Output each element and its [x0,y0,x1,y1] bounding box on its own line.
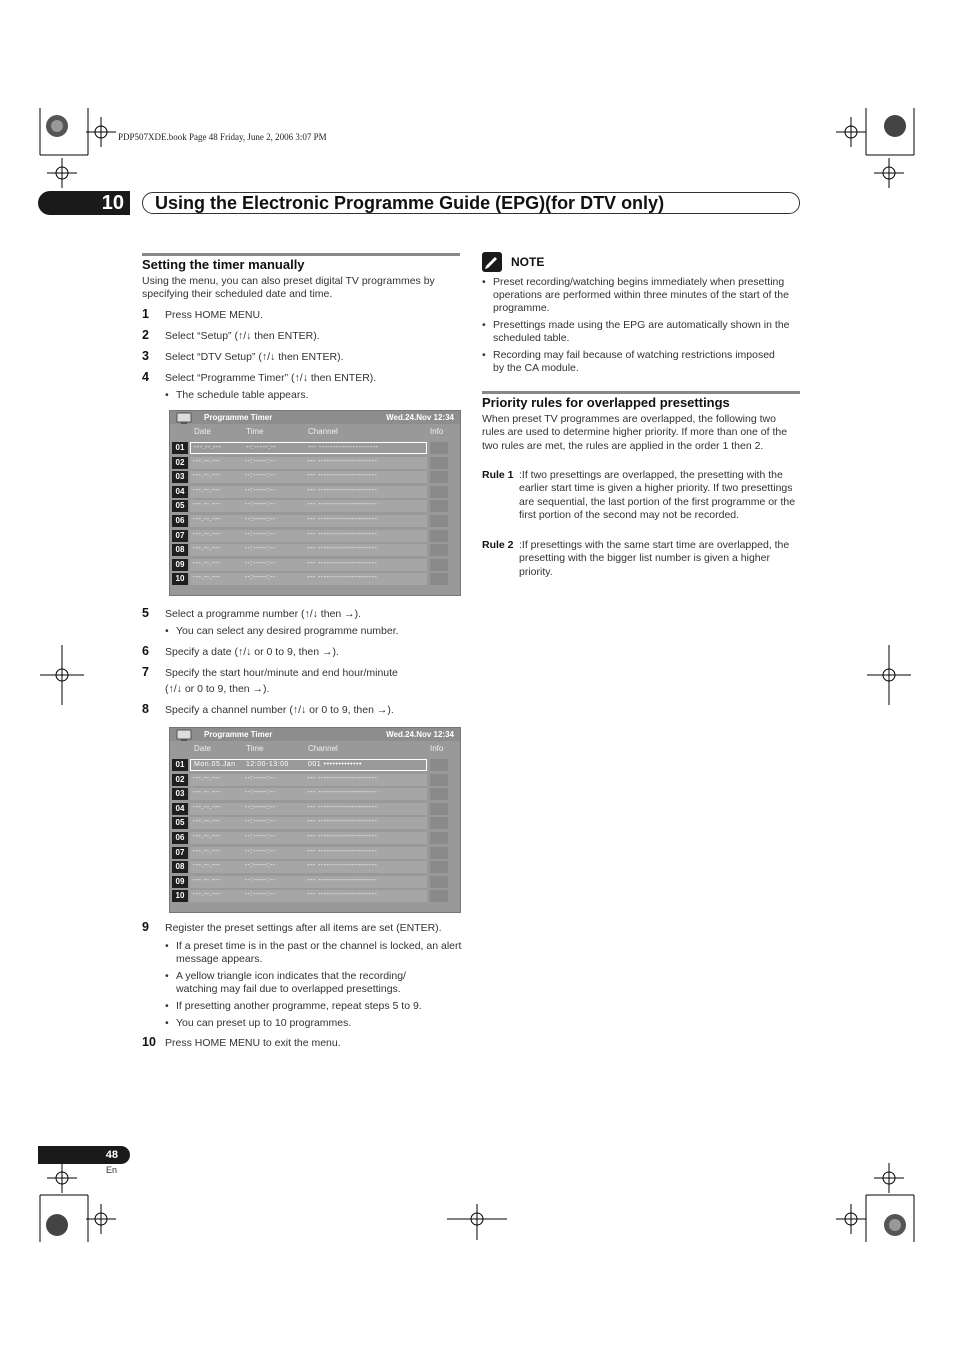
screen-datetime: Wed.24.Nov 12:34 [386,413,454,422]
row-info [430,515,448,527]
row-channel: --- --------------------- [307,559,378,567]
row-channel: --- --------------------- [307,789,378,797]
row-date: ---.--.--- [193,862,221,870]
intro-line-2: specifying their scheduled date and time. [142,288,333,300]
page-number: 48 [38,1146,130,1164]
timer-row[interactable] [170,861,460,874]
programme-timer-screen-filled [169,727,461,913]
tv-icon [176,412,194,424]
timer-row[interactable] [170,890,460,903]
row-number: 05 [172,500,188,512]
row-cells [190,457,427,469]
note-item: • Recording may fail because of watching restrictions imposed by the CA module. [482,349,775,374]
row-date: ---.--.--- [194,444,222,451]
timer-row[interactable] [170,774,460,787]
timer-row[interactable] [170,486,460,499]
row-date: ---.--.--- [193,774,221,782]
note-label: NOTE [511,255,545,269]
row-cells [190,486,427,498]
row-cells [190,832,427,844]
row-date: ---.--.--- [193,847,221,855]
row-date: ---.--.--- [193,530,221,538]
timer-row[interactable] [170,500,460,513]
row-time: --:-----:-- [245,559,276,567]
timer-row[interactable] [170,515,460,528]
screen-datetime: Wed.24.Nov 12:34 [386,730,454,739]
row-cells [190,530,427,542]
row-channel: --- --------------------- [307,803,378,811]
row-channel: --- --------------------- [308,444,379,451]
rule1-text: :If two presettings are overlapped, the presetting with the earlier start time is given a higher priority. If two presettings are sequential, the last portion of the first programme or the first portion of the second may not be recorded. [519,469,796,521]
row-time: --:-----:-- [245,891,276,899]
step-text: Register the preset settings after all items are set (ENTER). [165,922,442,934]
section-heading: Setting the timer manually [142,257,305,272]
tv-icon [176,729,194,741]
step-text: Select “Setup” (↑/↓ then ENTER). [165,330,320,342]
col-info: Info [430,427,444,436]
programme-timer-screen [169,410,461,596]
row-number: 07 [172,530,188,542]
col-time: Time [246,744,264,753]
row-channel: --- --------------------- [307,891,378,899]
step-text: Specify a date (↑/↓ or 0 to 9, then →). [165,646,339,658]
row-time: --:-----:-- [245,803,276,811]
priority-intro: When preset TV programmes are overlapped, the following two rules are used to determine higher priority. If more than one of the two rules are met, the rules are applied in the order 1 then 2. [482,413,788,452]
step-number: 6 [142,644,149,658]
row-time: --:-----:-- [245,818,276,826]
row-info [430,759,448,771]
row-cells [190,817,427,829]
row-cells [190,544,427,556]
row-date: ---.--.--- [193,501,221,509]
row-channel: --- --------------------- [307,501,378,509]
row-info [430,500,448,512]
row-time: 12:00-13:00 [246,761,289,768]
row-time: --:-----:-- [245,876,276,884]
row-date: ---.--.--- [193,833,221,840]
row-info [430,471,448,483]
priority-heading: Priority rules for overlapped presettings [482,395,730,410]
step-number: 4 [142,370,149,384]
step-number: 3 [142,349,149,363]
row-number: 03 [172,471,188,483]
step-text: Select a programme number (↑/↓ then →). [165,608,362,620]
timer-row[interactable] [170,817,460,830]
rule1-label: Rule 1 [482,469,514,481]
timer-row[interactable] [170,530,460,543]
row-time: --:-----:-- [245,530,276,538]
step-number: 7 [142,665,149,679]
bullet: • If presetting another programme, repeat steps 5 to 9. [165,1000,422,1012]
col-date: Date [194,427,211,436]
col-time: Time [246,427,264,436]
row-info [430,486,448,498]
timer-row[interactable] [170,573,460,586]
row-info [430,442,448,454]
row-channel: --- --------------------- [307,847,378,855]
row-channel: --- --------------------- [307,472,378,480]
step-number: 8 [142,702,149,716]
row-info [430,817,448,829]
row-cells [190,861,427,873]
step-number: 1 [142,307,149,321]
row-channel: --- --------------------- [307,574,378,582]
row-time: --:-----:-- [245,574,276,582]
timer-row[interactable] [170,759,460,772]
file-header: PDP507XDE.book Page 48 Friday, June 2, 2006 3:07 PM [118,132,327,142]
bullet: • If a preset time is in the past or the channel is locked, an alert message appears. [165,940,462,965]
row-date: ---.--.--- [193,486,221,494]
row-time: --:-----:-- [245,501,276,509]
screen-title: Programme Timer [204,413,273,422]
row-number: 09 [172,559,188,571]
timer-row[interactable] [170,471,460,484]
step-text-cont: (↑/↓ or 0 to 9, then →). [165,683,270,695]
row-cells [190,876,427,888]
col-channel: Channel [308,744,338,753]
row-info [430,890,448,902]
row-channel: --- --------------------- [307,457,378,465]
step-number: 10 [142,1035,156,1049]
row-time: --:-----:-- [245,862,276,870]
row-channel: --- --------------------- [307,774,378,782]
row-channel: --- --------------------- [307,516,378,523]
row-cells [190,803,427,815]
row-info [430,559,448,571]
row-number: 03 [172,788,188,800]
col-info: Info [430,744,444,753]
bullet: • A yellow triangle icon indicates that the recording/ watching may fail due to overlapped presettings. [165,970,406,995]
row-cells [190,847,427,859]
row-time: --:-----:-- [245,472,276,480]
row-date: ---.--.--- [193,559,221,567]
row-number: 02 [172,774,188,786]
row-number: 07 [172,847,188,859]
chapter-number: 10 [38,191,130,215]
language-code: En [106,1165,118,1175]
row-info [430,788,448,800]
row-date: ---.--.--- [193,574,221,582]
row-time: --:-----:-- [245,789,276,797]
timer-row[interactable] [170,876,460,889]
timer-row[interactable] [170,457,460,470]
row-channel: --- --------------------- [307,876,378,884]
row-number: 10 [172,573,188,585]
rule2-text: :If presettings with the same start time are overlapped, the presetting with the bigger list number is given a higher priority. [519,539,790,578]
row-channel: --- --------------------- [307,486,378,494]
chapter-title: Using the Electronic Programme Guide (EPG)(for DTV only) [142,192,800,214]
col-date: Date [194,744,211,753]
row-number: 10 [172,890,188,902]
row-cells [190,573,427,585]
row-date: ---.--.--- [193,472,221,480]
row-date: ---.--.--- [193,818,221,826]
row-channel: 001 ••••••••••••• [308,761,362,768]
rule2-label: Rule 2 [482,539,514,551]
row-number: 05 [172,817,188,829]
row-number: 09 [172,876,188,888]
intro-line-1: Using the menu, you can also preset digital TV programmes by [142,275,435,287]
row-time: --:-----:-- [245,516,276,523]
row-info [430,876,448,888]
row-info [430,832,448,844]
step-text: Specify a channel number (↑/↓ or 0 to 9, then →). [165,704,394,716]
row-number: 04 [172,803,188,815]
row-number: 01 [172,442,188,454]
row-time: --:-----:-- [245,833,276,840]
row-info [430,803,448,815]
row-info [430,861,448,873]
step-text: Specify the start hour/minute and end hour/minute [165,667,398,679]
row-date: ---.--.--- [193,545,221,553]
row-cells [190,890,427,902]
row-info [430,774,448,786]
note-item: • Preset recording/watching begins immediately when presetting operations are performed within three minutes of the start of the programme. [482,276,789,314]
row-cells [190,500,427,512]
col-channel: Channel [308,427,338,436]
note-icon [482,252,502,272]
row-channel: --- --------------------- [307,833,378,840]
row-info [430,530,448,542]
timer-row[interactable] [170,442,460,455]
row-number: 04 [172,486,188,498]
row-number: 06 [172,515,188,527]
row-channel: --- --------------------- [307,545,378,553]
row-date: ---.--.--- [193,803,221,811]
step-text: Press HOME MENU to exit the menu. [165,1037,341,1049]
row-number: 01 [172,759,188,771]
note-item: • Presettings made using the EPG are automatically shown in the scheduled table. [482,319,790,344]
row-date: Mon.05.Jan [194,761,236,768]
row-channel: --- --------------------- [307,818,378,826]
screen-title: Programme Timer [204,730,273,739]
row-cells [190,788,427,800]
row-time: --:-----:-- [245,774,276,782]
row-number: 08 [172,544,188,556]
row-cells [190,774,427,786]
row-date: ---.--.--- [193,516,221,523]
row-time: --:-----:-- [245,545,276,553]
row-time: --:-----:-- [245,486,276,494]
step-number: 2 [142,328,149,342]
row-cells [190,442,427,454]
timer-row[interactable] [170,544,460,557]
step-text: Select “Programme Timer” (↑/↓ then ENTER). [165,372,377,384]
bullet: • You can preset up to 10 programmes. [165,1017,352,1029]
row-info [430,847,448,859]
step-text: Press HOME MENU. [165,309,264,321]
section-rule [142,253,460,256]
step-text: Select “DTV Setup” (↑/↓ then ENTER). [165,351,344,363]
row-date: ---.--.--- [193,789,221,797]
row-channel: --- --------------------- [307,530,378,538]
row-info [430,544,448,556]
step-number: 9 [142,920,149,934]
timer-row[interactable] [170,788,460,801]
row-info [430,573,448,585]
section-rule [482,391,800,394]
row-channel: --- --------------------- [307,862,378,870]
row-time: --:-----:-- [245,457,276,465]
row-info [430,457,448,469]
timer-row[interactable] [170,847,460,860]
row-date: ---.--.--- [193,876,221,884]
row-cells [190,515,427,527]
row-date: ---.--.--- [193,891,221,899]
row-number: 08 [172,861,188,873]
row-cells [190,471,427,483]
bullet: • The schedule table appears. [165,389,309,401]
timer-row[interactable] [170,803,460,816]
row-cells [190,759,427,771]
timer-row[interactable] [170,832,460,845]
row-number: 06 [172,832,188,844]
row-time: --:-----:-- [246,444,277,451]
row-cells [190,559,427,571]
row-time: --:-----:-- [245,847,276,855]
row-number: 02 [172,457,188,469]
step-number: 5 [142,606,149,620]
timer-row[interactable] [170,559,460,572]
bullet: • You can select any desired programme number. [165,625,399,637]
row-date: ---.--.--- [193,457,221,465]
